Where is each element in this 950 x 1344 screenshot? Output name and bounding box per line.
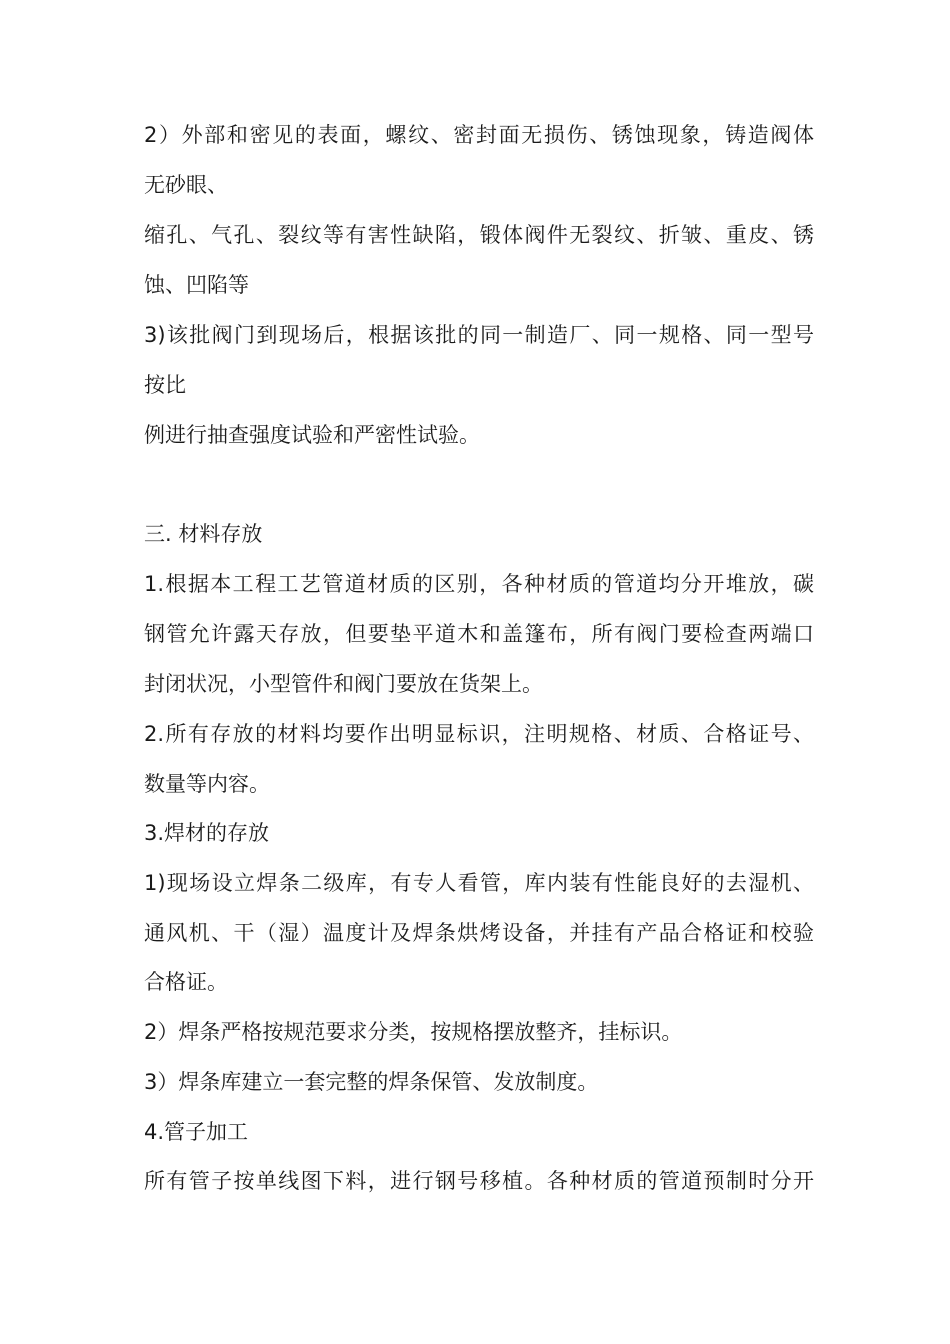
text-line: 缩孔、气孔、裂纹等有害性缺陷，锻体阀件无裂纹、折皱、重皮、锈: [144, 223, 814, 247]
text-line: 2.所有存放的材料均要作出明显标识，注明规格、材质、合格证号、: [144, 722, 814, 746]
subsection-heading: 4.管子加工: [144, 1120, 249, 1144]
text-line: 3)该批阀门到现场后，根据该批的同一制造厂、同一规格、同一型号: [144, 323, 814, 347]
text-line: 3）焊条库建立一套完整的焊条保管、发放制度。: [144, 1070, 599, 1094]
text-line: 2）外部和密见的表面，螺纹、密封面无损伤、锈蚀现象，铸造阀体: [144, 123, 814, 147]
subsection-heading: 3.焊材的存放: [144, 821, 270, 845]
text-line: 封闭状况，小型管件和阀门要放在货架上。: [144, 672, 543, 696]
text-line: 合格证。: [144, 970, 228, 994]
text-line: 1.根据本工程工艺管道材质的区别，各种材质的管道均分开堆放，碳: [144, 572, 814, 596]
text-line: 无砂眼、: [144, 173, 228, 197]
text-line: 数量等内容。: [144, 772, 270, 796]
text-line: 通风机、干（湿）温度计及焊条烘烤设备，并挂有产品合格证和校验: [144, 921, 814, 945]
text-line: 钢管允许露天存放，但要垫平道木和盖篷布，所有阀门要检查两端口: [144, 622, 814, 646]
text-line: 1)现场设立焊条二级库，有专人看管，库内装有性能良好的去湿机、: [144, 871, 814, 895]
text-line: 例进行抽查强度试验和严密性试验。: [144, 423, 480, 447]
text-line: 2）焊条严格按规范要求分类，按规格摆放整齐，挂标识。: [144, 1020, 683, 1044]
text-line: 所有管子按单线图下料，进行钢号移植。各种材质的管道预制时分开: [144, 1169, 814, 1193]
text-line: 按比: [144, 373, 186, 397]
section-heading: 三. 材料存放: [144, 522, 263, 546]
text-line: 蚀、凹陷等: [144, 273, 249, 297]
